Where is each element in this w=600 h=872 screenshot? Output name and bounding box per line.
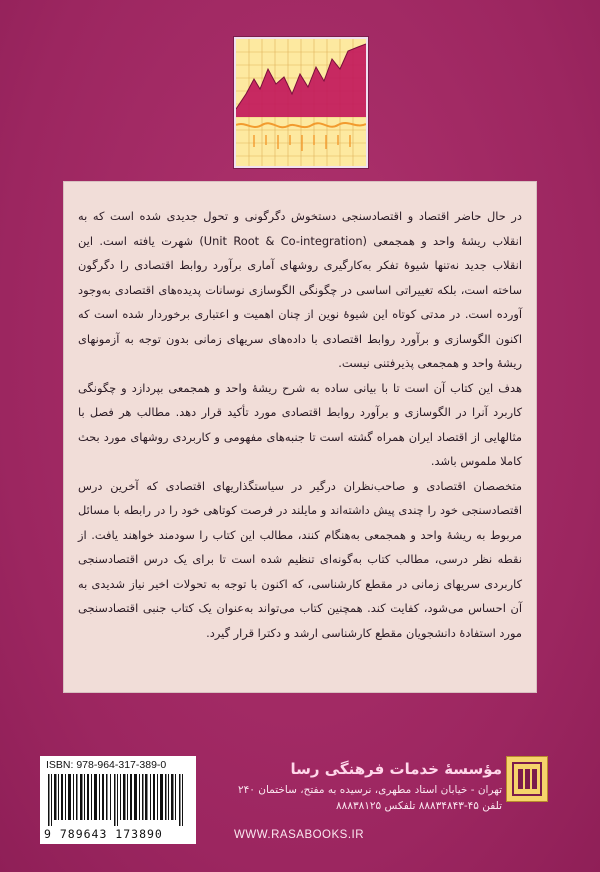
isbn-barcode-box xyxy=(40,756,196,844)
mountain-chart-logo-icon xyxy=(234,37,368,168)
description-paragraph-2: هدف این کتاب آن است تا با بیانی ساده به شرح ریشهٔ واحد و همجمعی بپردازد و چگونگی کاربرد آنرا در الگوسازی و برآورد روابط اقتصادی مورد تأکید قرار دهد. مطالب هر فصل با مثالهایی از اقتصاد ایران همراه گشته است تا جنبه‌های مفهومی و کاربردی روشهای مورد بحث کاملا ملموس باشد. xyxy=(78,380,522,468)
description-text xyxy=(78,204,522,645)
isbn-label: ISBN: 978-964-317-389-0 xyxy=(46,759,167,771)
description-paragraph-1: در حال حاضر اقتصاد و اقتصادسنجی دستخوش دگرگونی و تحول جدیدی شده است که به انقلاب ریشهٔ واحد و همجمعی (Unit Root & Co-integration) شهرت یافته است. این انقلاب جدید نه‌تنها شیوهٔ تفکر به‌کارگیری روشهای آماری برآورد روابط اقتصادی را دگرگون ساخته است، بلکه تغییراتی اساسی در چگونگی الگوسازی نوسانات پدیده‌های اقتصادی به‌وجود آورده است. در مدتی کوتاه این شیوهٔ نوین از چنان اهمیت و اعتباری برخوردار شده است که اکنون الگوسازی و برآورد روابط اقتصادی با داده‌های سریهای زمانی بدون توجه به آزمونهای ریشهٔ واحد و همجمعی پذیرفتنی نیست. xyxy=(78,209,522,370)
publisher-name: مؤسسهٔ خدمات فرهنگی رسا xyxy=(290,760,502,778)
publisher-phone: تلفن ۴۵-۸۸۸۳۴۸۴۳ تلفکس ۸۸۸۳۸۱۲۵ xyxy=(336,800,502,812)
rasa-publisher-logo-icon xyxy=(506,756,548,802)
publisher-address: تهران - خیابان استاد مطهری، نرسیده به مفتح، ساختمان ۲۴۰ xyxy=(237,784,502,796)
description-paragraph-3: متخصصان اقتصادی و صاحب‌نظران درگیر در سیاستگذاریهای اقتصادی که آخرین درس اقتصادسنجی خود را چندی پیش داشته‌اند و مایلند در فرصت کوتاهی خود را در رابطه با مسائل مربوط به ریشهٔ واحد و همجمعی به‌هنگام کنند، مطالب این کتاب را سودمند خواهند یافت. از نقطه نظر درسی، مطالب کتاب به‌گونه‌ای تنظیم شده است تا برای یک درس اقتصادسنجی کاربردی سریهای زمانی در مقطع کارشناسی، که اکنون با توجه به تحولات اخیر نیاز شدیدی به آن احساس می‌شود، کفایت کند. همچنین کتاب می‌تواند به‌عنوان یک کتاب جنبی اقتصادسنجی مورد استفادهٔ دانشجویان مقطع کارشناسی ارشد و دکترا قرار گیرد. xyxy=(78,478,522,640)
publisher-info xyxy=(200,760,502,816)
publisher-website[interactable]: WWW.RASABOOKS.IR xyxy=(234,829,365,841)
barcode-icon xyxy=(46,774,190,826)
imprint-area xyxy=(40,756,562,856)
description-panel xyxy=(63,181,537,693)
barcode-digits: 9 789643 173890 xyxy=(44,827,163,841)
